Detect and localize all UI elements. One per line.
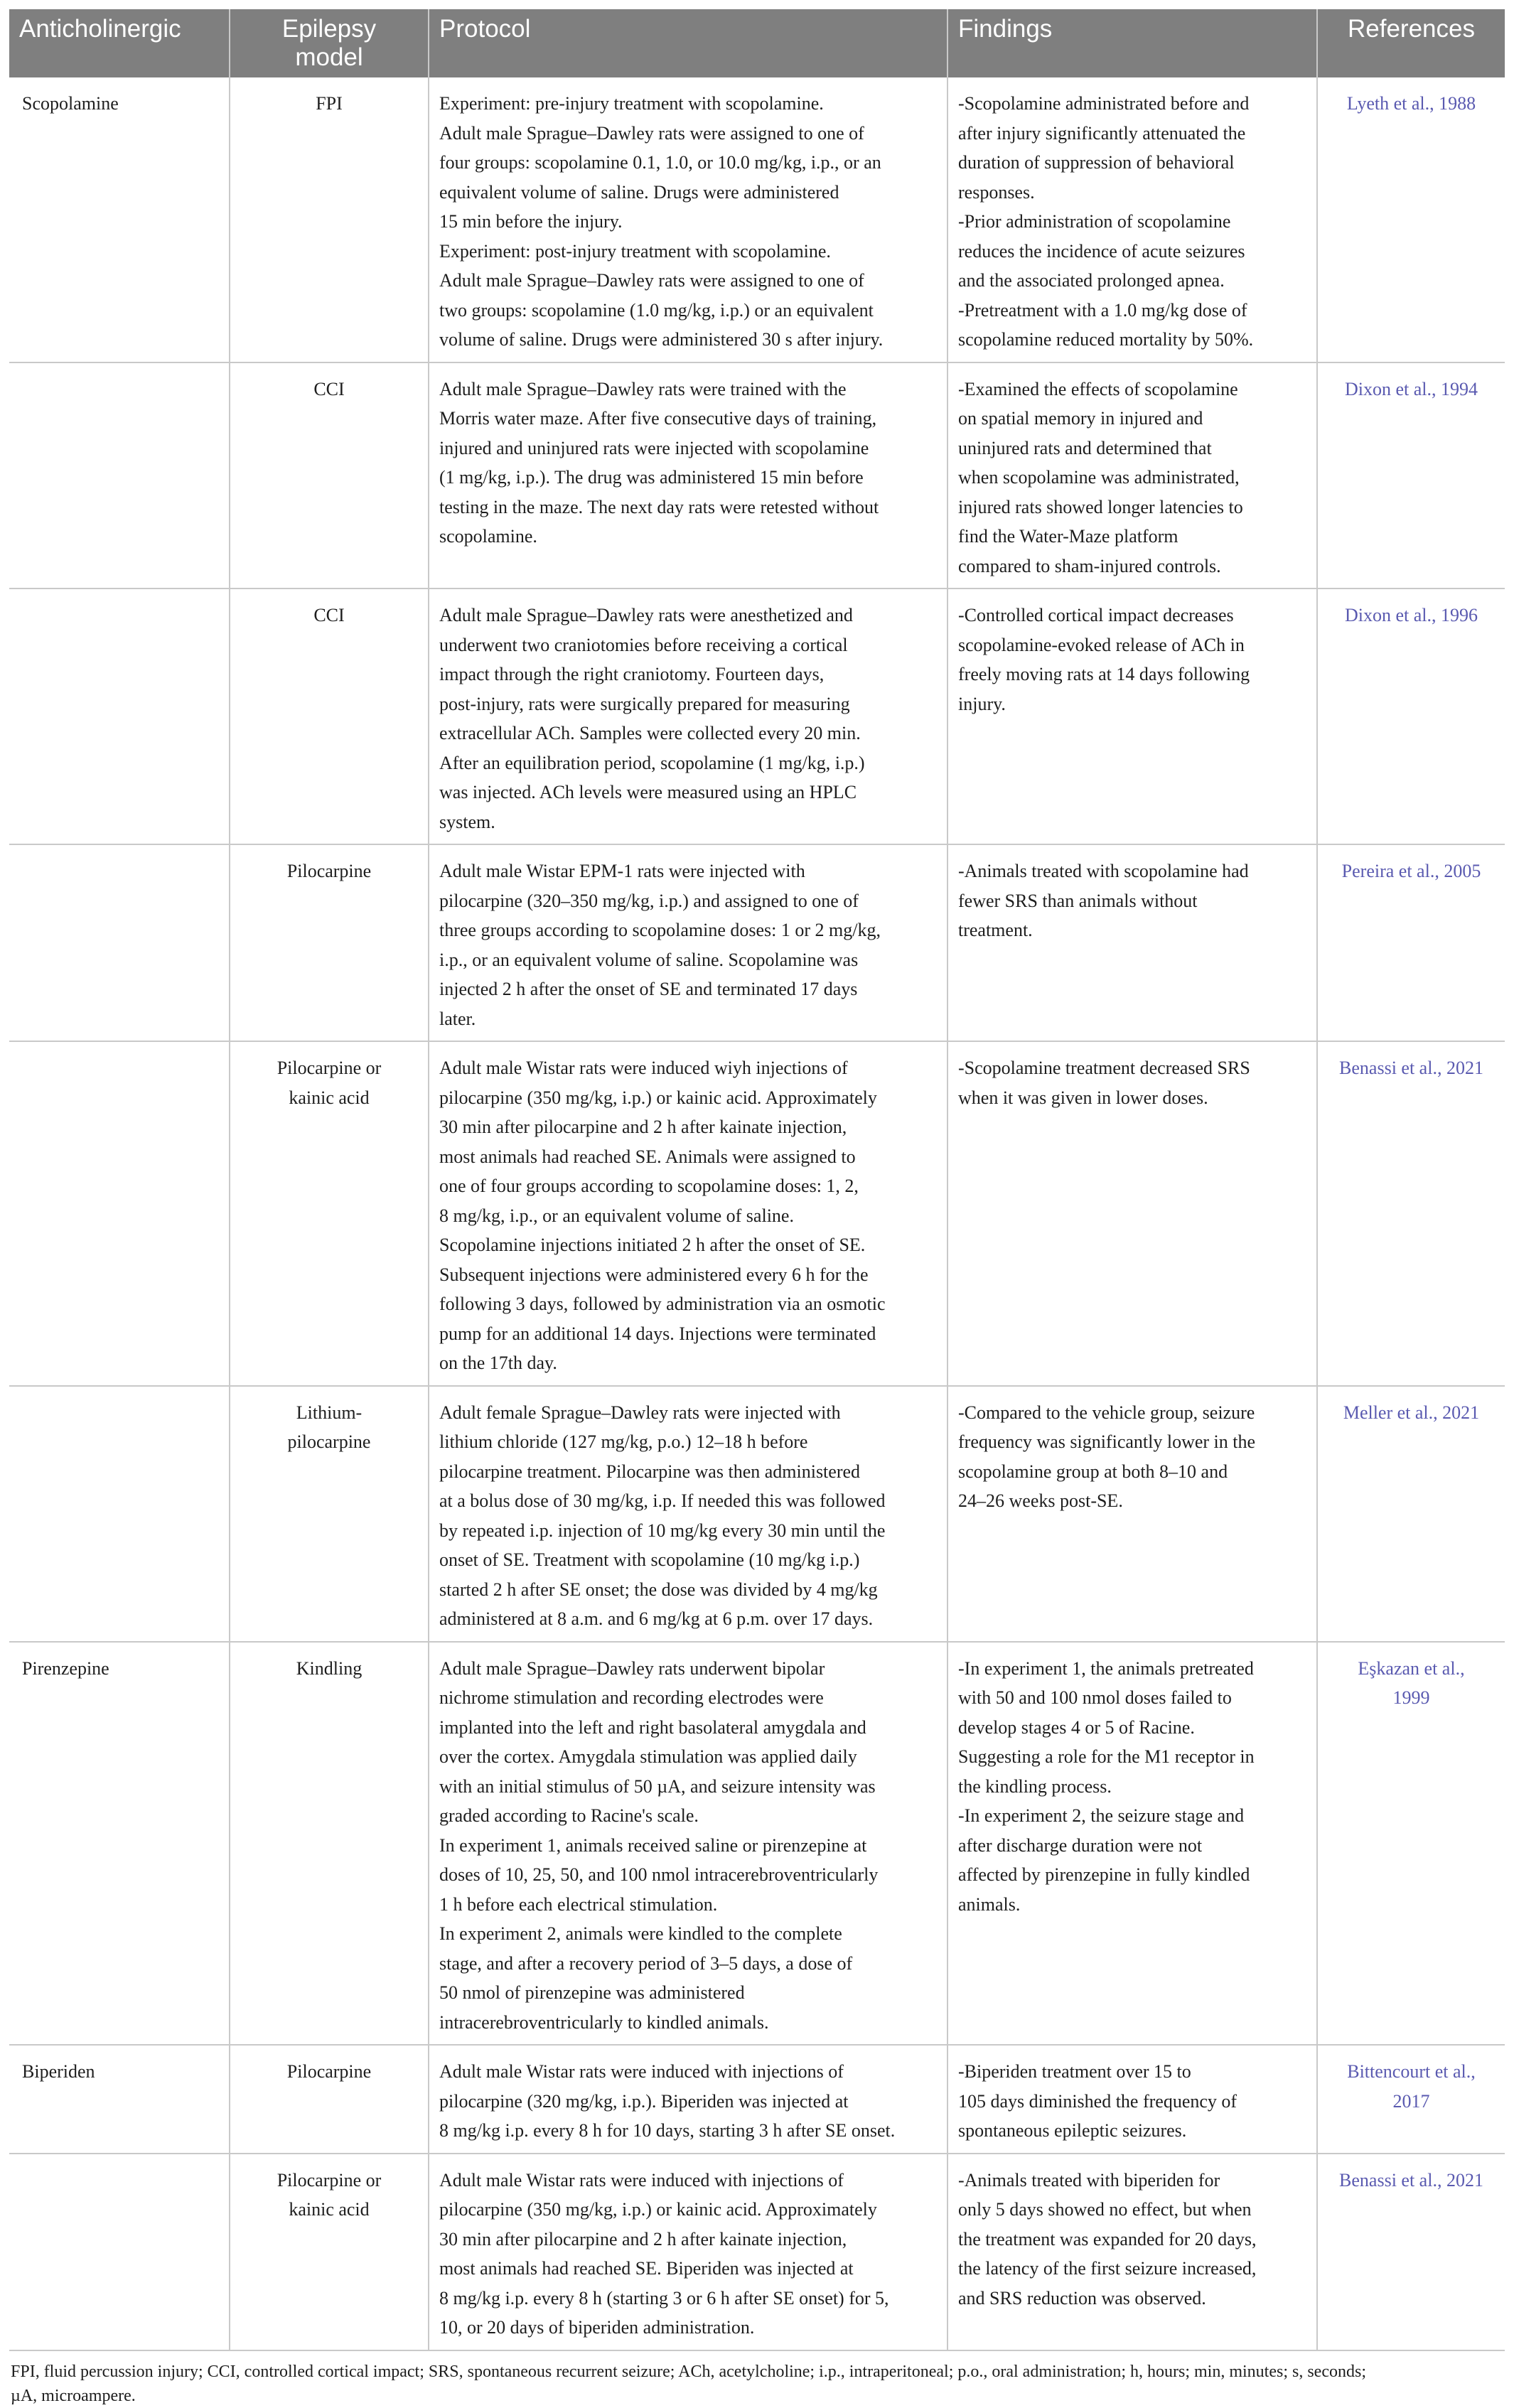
cell-findings-line: scopolamine-evoked release of ACh in xyxy=(958,634,1245,655)
cell-protocol-line: After an equilibration period, scopolamine (1 mg/kg, i.p.) xyxy=(439,752,865,773)
cell-protocol-line: 1 h before each electrical stimulation. xyxy=(439,1893,718,1915)
cell-findings-line: after discharge duration were not xyxy=(958,1834,1203,1856)
cell-epilepsy-model-line: Pilocarpine xyxy=(286,861,372,881)
cell-protocol-line: In experiment 2, animals were kindled to the complete xyxy=(439,1923,842,1944)
cell-findings xyxy=(947,2045,1317,2154)
table-row xyxy=(9,1386,1505,1642)
cell-protocol-line: scopolamine. xyxy=(439,526,537,547)
cell-epilepsy-model xyxy=(230,2045,429,2154)
cell-reference-link[interactable] xyxy=(1317,362,1505,589)
cell-epilepsy-model-line: Pilocarpine or xyxy=(277,1058,382,1078)
cell-reference-link[interactable] xyxy=(1317,844,1505,1041)
cell-findings-line: when scopolamine was administrated, xyxy=(958,467,1240,488)
cell-protocol-line: three groups according to scopolamine doses: 1 or 2 mg/kg, xyxy=(439,920,881,940)
cell-protocol-line: Adult male Wistar EPM-1 rats were injected with xyxy=(439,861,805,881)
cell-protocol-line: pilocarpine treatment. Pilocarpine was then administered xyxy=(439,1461,861,1482)
cell-protocol-line: pilocarpine (320–350 mg/kg, i.p.) and assigned to one of xyxy=(439,890,859,911)
cell-findings xyxy=(947,362,1317,589)
cell-findings-line: -In experiment 1, the animals pretreated xyxy=(958,1657,1254,1679)
cell-protocol-line: Adult male Sprague–Dawley rats were trained with the xyxy=(439,378,847,399)
cell-protocol-line: impact through the right craniotomy. Fourteen days, xyxy=(439,664,825,684)
cell-epilepsy-model xyxy=(230,1386,429,1642)
cell-protocol xyxy=(429,1386,947,1642)
cell-protocol xyxy=(429,2154,947,2350)
cell-findings-line: spontaneous epileptic seizures. xyxy=(958,2120,1187,2141)
cell-findings-line: fewer SRS than animals without xyxy=(958,890,1198,911)
cell-protocol-line: started 2 h after SE onset; the dose was divided by 4 mg/kg xyxy=(439,1579,878,1600)
cell-reference-link[interactable] xyxy=(1317,588,1505,844)
cell-findings xyxy=(947,844,1317,1041)
header-anticholinergic: Anticholinergic xyxy=(9,9,230,77)
cell-reference-link-line[interactable]: Dixon et al., 1996 xyxy=(1344,605,1478,625)
table-row xyxy=(9,362,1505,589)
cell-anticholinergic: Scopolamine xyxy=(22,93,119,114)
cell-anticholinergic: Pirenzepine xyxy=(22,1657,109,1679)
cell-protocol-line: graded according to Racine's scale. xyxy=(439,1805,699,1826)
cell-protocol-line: underwent two craniotomies before receiving a cortical xyxy=(439,634,848,655)
cell-reference-link-line[interactable]: 2017 xyxy=(1392,2090,1430,2112)
table-row xyxy=(9,2045,1505,2154)
cell-protocol xyxy=(429,1041,947,1386)
cell-epilepsy-model xyxy=(230,1041,429,1386)
cell-findings-line: -Compared to the vehicle group, seizure xyxy=(958,1402,1255,1423)
cell-findings-line: uninjured rats and determined that xyxy=(958,437,1212,458)
cell-findings-line: frequency was significantly lower in the xyxy=(958,1431,1256,1452)
cell-findings-line: freely moving rats at 14 days following xyxy=(958,664,1250,684)
cell-epilepsy-model xyxy=(230,362,429,589)
cell-epilepsy-model-line: kainic acid xyxy=(289,1087,370,1108)
header-model-line-1: Epilepsy xyxy=(281,15,377,43)
cell-protocol-line: 8 mg/kg i.p. every 8 h (starting 3 or 6 h after SE onset) for 5, xyxy=(439,2287,889,2308)
cell-protocol-line: 15 min before the injury. xyxy=(439,211,623,232)
cell-findings-line: animals. xyxy=(958,1893,1021,1915)
cell-anticholinergic xyxy=(9,844,230,1041)
table-row xyxy=(9,844,1505,1041)
cell-protocol-line: injected 2 h after the onset of SE and terminated 17 days xyxy=(439,979,858,999)
cell-protocol-line: Adult male Wistar rats were induced with injections of xyxy=(439,2169,844,2191)
cell-epilepsy-model xyxy=(230,588,429,844)
cell-anticholinergic xyxy=(9,1386,230,1642)
cell-findings-line: -Animals treated with scopolamine had xyxy=(958,861,1249,881)
cell-protocol-line: Adult male Sprague–Dawley rats underwent bipolar xyxy=(439,1657,825,1679)
cell-findings-line: after injury significantly attenuated the xyxy=(958,122,1246,144)
cell-findings-line: -Scopolamine treatment decreased SRS xyxy=(958,1058,1250,1078)
cell-protocol-line: with an initial stimulus of 50 µA, and seizure intensity was xyxy=(439,1775,876,1797)
cell-findings-line: -In experiment 2, the seizure stage and xyxy=(958,1805,1245,1826)
cell-findings-line: -Scopolamine administrated before and xyxy=(958,93,1250,114)
cell-reference-link[interactable] xyxy=(1317,1386,1505,1642)
cell-findings-line: when it was given in lower doses. xyxy=(958,1087,1208,1108)
cell-protocol-line: 30 min after pilocarpine and 2 h after kainate injection, xyxy=(439,2228,847,2250)
cell-findings-line: -Pretreatment with a 1.0 mg/kg dose of xyxy=(958,299,1247,321)
cell-findings-line: injury. xyxy=(958,693,1006,714)
cell-epilepsy-model xyxy=(230,844,429,1041)
header-row xyxy=(9,9,1505,77)
cell-findings-line: responses. xyxy=(958,181,1035,203)
cell-findings-line: the treatment was expanded for 20 days, xyxy=(958,2228,1257,2250)
cell-protocol-line: lithium chloride (127 mg/kg, p.o.) 12–18 h before xyxy=(439,1431,808,1452)
cell-epilepsy-model-line: pilocarpine xyxy=(287,1431,371,1452)
cell-reference-link[interactable] xyxy=(1317,2045,1505,2154)
header-findings: Findings xyxy=(947,9,1317,77)
cell-findings-line: compared to sham-injured controls. xyxy=(958,555,1221,576)
cell-protocol-line: most animals had reached SE. Biperiden was injected at xyxy=(439,2258,854,2279)
cell-anticholinergic xyxy=(9,2154,230,2350)
table-row xyxy=(9,1642,1505,2046)
cell-protocol-line: Adult male Sprague–Dawley rats were anesthetized and xyxy=(439,605,853,625)
cell-protocol-line: In experiment 1, animals received saline or pirenzepine at xyxy=(439,1834,867,1856)
cell-findings xyxy=(947,77,1317,362)
cell-protocol-line: pilocarpine (350 mg/kg, i.p.) or kainic acid. Approximately xyxy=(439,2199,877,2220)
cell-findings xyxy=(947,2154,1317,2350)
cell-protocol-line: Adult female Sprague–Dawley rats were injected with xyxy=(439,1402,841,1423)
cell-findings-line: only 5 days showed no effect, but when xyxy=(958,2199,1252,2220)
cell-findings-line: -Biperiden treatment over 15 to xyxy=(958,2061,1191,2082)
cell-protocol-line: volume of saline. Drugs were administered 30 s after injury. xyxy=(439,329,884,350)
cell-findings-line: -Controlled cortical impact decreases xyxy=(958,605,1234,625)
cell-epilepsy-model xyxy=(230,1642,429,2046)
cell-protocol xyxy=(429,2045,947,2154)
cell-protocol xyxy=(429,77,947,362)
cell-protocol-line: on the 17th day. xyxy=(439,1353,557,1373)
cell-protocol-line: Adult male Wistar rats were induced wiyh injections of xyxy=(439,1058,848,1078)
header-references: References xyxy=(1317,9,1505,77)
anticholinergic-table xyxy=(9,9,1505,2351)
cell-protocol xyxy=(429,588,947,844)
cell-protocol-line: Adult male Sprague–Dawley rats were assigned to one of xyxy=(439,122,864,144)
table-row xyxy=(9,588,1505,844)
cell-protocol-line: pilocarpine (350 mg/kg, i.p.) or kainic acid. Approximately xyxy=(439,1087,877,1108)
cell-reference-link[interactable] xyxy=(1317,77,1505,362)
cell-protocol-line: pump for an additional 14 days. Injections were terminated xyxy=(439,1323,876,1344)
header-epilepsy-model xyxy=(230,9,429,77)
cell-protocol-line: implanted into the left and right basolateral amygdala and xyxy=(439,1716,866,1738)
cell-reference-link[interactable] xyxy=(1317,1041,1505,1386)
cell-findings xyxy=(947,1642,1317,2046)
cell-anticholinergic xyxy=(9,588,230,844)
cell-protocol-line: by repeated i.p. injection of 10 mg/kg every 30 min until the xyxy=(439,1520,886,1541)
cell-protocol-line: 8 mg/kg i.p. every 8 h for 10 days, starting 3 h after SE onset. xyxy=(439,2120,896,2141)
cell-reference-link[interactable] xyxy=(1317,1642,1505,2046)
cell-reference-link-line[interactable]: Eşkazan et al., xyxy=(1358,1657,1465,1679)
cell-protocol-line: i.p., or an equivalent volume of saline. Scopolamine was xyxy=(439,949,859,970)
cell-reference-link-line[interactable]: Bittencourt et al., xyxy=(1347,2061,1476,2082)
cell-protocol-line: testing in the maze. The next day rats were retested without xyxy=(439,496,879,517)
cell-findings-line: on spatial memory in injured and xyxy=(958,408,1203,429)
cell-protocol-line: two groups: scopolamine (1.0 mg/kg, i.p.) or an equivalent xyxy=(439,299,874,321)
cell-protocol xyxy=(429,844,947,1041)
cell-protocol-line: pilocarpine (320 mg/kg, i.p.). Biperiden was injected at xyxy=(439,2090,849,2112)
cell-findings xyxy=(947,1041,1317,1386)
cell-protocol-line: doses of 10, 25, 50, and 100 nmol intracerebroventricularly xyxy=(439,1864,879,1885)
cell-protocol-line: equivalent volume of saline. Drugs were administered xyxy=(439,181,839,203)
cell-anticholinergic xyxy=(9,1041,230,1386)
footnote-line: µA, microampere. xyxy=(11,2386,136,2405)
cell-reference-link-line[interactable]: Lyeth et al., 1988 xyxy=(1346,93,1476,114)
cell-findings-line: injured rats showed longer latencies to xyxy=(958,496,1243,517)
cell-findings-line: and the associated prolonged apnea. xyxy=(958,270,1225,291)
cell-findings-line: with 50 and 100 nmol doses failed to xyxy=(958,1687,1232,1708)
cell-findings-line: affected by pirenzepine in fully kindled xyxy=(958,1864,1250,1885)
cell-protocol-line: Subsequent injections were administered every 6 h for the xyxy=(439,1264,869,1285)
cell-protocol-line: administered at 8 a.m. and 6 mg/kg at 6 p.m. over 17 days. xyxy=(439,1608,874,1629)
cell-reference-link[interactable] xyxy=(1317,2154,1505,2350)
cell-reference-link-line[interactable]: Pereira et al., 2005 xyxy=(1341,861,1481,881)
cell-protocol-line: 8 mg/kg, i.p., or an equivalent volume of saline. xyxy=(439,1205,794,1226)
cell-reference-link-line[interactable]: Benassi et al., 2021 xyxy=(1339,2169,1483,2191)
cell-protocol-line: Adult male Sprague–Dawley rats were assigned to one of xyxy=(439,270,864,291)
cell-epilepsy-model xyxy=(230,2154,429,2350)
cell-epilepsy-model-line: FPI xyxy=(316,93,343,114)
footnote-line: FPI, fluid percussion injury; CCI, controlled cortical impact; SRS, spontaneous recurrent seizure; ACh, acetylcholine; i.p., intraperitoneal; p.o., oral administration; h, hours; min, minutes; s, seconds; xyxy=(11,2362,1366,2381)
cell-epilepsy-model-line: Pilocarpine xyxy=(286,2061,372,2082)
cell-protocol-line: 30 min after pilocarpine and 2 h after kainate injection, xyxy=(439,1117,847,1137)
cell-protocol-line: system. xyxy=(439,811,495,832)
cell-epilepsy-model-line: CCI xyxy=(313,605,345,625)
cell-protocol-line: one of four groups according to scopolamine doses: 1, 2, xyxy=(439,1176,859,1196)
cell-protocol-line: Morris water maze. After five consecutive days of training, xyxy=(439,408,877,429)
cell-epilepsy-model-line: CCI xyxy=(313,378,345,399)
cell-protocol-line: onset of SE. Treatment with scopolamine (10 mg/kg i.p.) xyxy=(439,1549,860,1570)
cell-findings-line: 24–26 weeks post-SE. xyxy=(958,1490,1123,1511)
cell-findings xyxy=(947,1386,1317,1642)
table-row xyxy=(9,77,1505,362)
header-model-line-2: model xyxy=(295,43,363,71)
table-footnote xyxy=(9,2360,1506,2408)
table-row xyxy=(9,2154,1505,2350)
cell-protocol xyxy=(429,362,947,589)
cell-findings-line: develop stages 4 or 5 of Racine. xyxy=(958,1716,1195,1738)
cell-findings-line: treatment. xyxy=(958,920,1033,940)
cell-epilepsy-model-line: Lithium- xyxy=(296,1402,363,1423)
cell-anticholinergic: Biperiden xyxy=(22,2061,95,2082)
cell-findings-line: and SRS reduction was observed. xyxy=(958,2287,1206,2308)
cell-protocol-line: following 3 days, followed by administration via an osmotic xyxy=(439,1294,886,1314)
cell-protocol xyxy=(429,1642,947,2046)
cell-anticholinergic xyxy=(9,362,230,589)
cell-protocol-line: 10, or 20 days of biperiden administration. xyxy=(439,2317,755,2338)
cell-protocol-line: at a bolus dose of 30 mg/kg, i.p. If needed this was followed xyxy=(439,1490,886,1511)
cell-protocol-line: Scopolamine injections initiated 2 h after the onset of SE. xyxy=(439,1235,866,1255)
cell-protocol-line: (1 mg/kg, i.p.). The drug was administered 15 min before xyxy=(439,467,864,488)
cell-protocol-line: four groups: scopolamine 0.1, 1.0, or 10.0 mg/kg, i.p., or an xyxy=(439,152,881,173)
cell-epilepsy-model xyxy=(230,77,429,362)
cell-findings-line: the kindling process. xyxy=(958,1775,1112,1797)
cell-protocol-line: stage, and after a recovery period of 3–5 days, a dose of xyxy=(439,1952,853,1974)
cell-protocol-line: 50 nmol of pirenzepine was administered xyxy=(439,1982,745,2003)
cell-findings-line: duration of suppression of behavioral xyxy=(958,152,1235,173)
table-row xyxy=(9,1041,1505,1386)
cell-findings-line: -Animals treated with biperiden for xyxy=(958,2169,1220,2191)
cell-findings-line: reduces the incidence of acute seizures xyxy=(958,240,1245,262)
cell-protocol-line: Experiment: post-injury treatment with scopolamine. xyxy=(439,240,831,262)
cell-findings-line: find the Water-Maze platform xyxy=(958,526,1179,547)
cell-epilepsy-model-line: kainic acid xyxy=(289,2199,370,2220)
cell-protocol-line: intracerebroventricularly to kindled animals. xyxy=(439,2011,769,2033)
cell-findings-line: scopolamine group at both 8–10 and xyxy=(958,1461,1228,1482)
table-header xyxy=(9,9,1505,77)
cell-protocol-line: later. xyxy=(439,1008,476,1029)
cell-findings-line: Suggesting a role for the M1 receptor in xyxy=(958,1746,1255,1767)
table-page xyxy=(9,9,1505,2408)
cell-protocol-line: Adult male Wistar rats were induced with injections of xyxy=(439,2061,844,2082)
cell-protocol-line: over the cortex. Amygdala stimulation was applied daily xyxy=(439,1746,857,1767)
table-body xyxy=(9,77,1505,2350)
cell-epilepsy-model-line: Pilocarpine or xyxy=(277,2169,382,2191)
cell-protocol-line: injured and uninjured rats were injected with scopolamine xyxy=(439,437,869,458)
cell-findings-line: 105 days diminished the frequency of xyxy=(958,2090,1237,2112)
cell-findings-line: -Examined the effects of scopolamine xyxy=(958,378,1238,399)
cell-reference-link-line[interactable]: Benassi et al., 2021 xyxy=(1339,1058,1483,1078)
cell-reference-link-line[interactable]: 1999 xyxy=(1392,1687,1430,1708)
cell-findings-line: scopolamine reduced mortality by 50%. xyxy=(958,329,1254,350)
cell-protocol-line: was injected. ACh levels were measured using an HPLC xyxy=(439,782,857,802)
cell-protocol-line: Experiment: pre-injury treatment with scopolamine. xyxy=(439,93,824,114)
cell-protocol-line: nichrome stimulation and recording electrodes were xyxy=(439,1687,824,1708)
cell-reference-link-line[interactable]: Meller et al., 2021 xyxy=(1343,1402,1480,1423)
cell-epilepsy-model-line: Kindling xyxy=(296,1657,363,1679)
cell-findings-line: -Prior administration of scopolamine xyxy=(958,211,1231,232)
header-protocol: Protocol xyxy=(429,9,947,77)
cell-reference-link-line[interactable]: Dixon et al., 1994 xyxy=(1344,378,1478,399)
cell-findings-line: the latency of the first seizure increased, xyxy=(958,2258,1257,2279)
cell-findings xyxy=(947,588,1317,844)
cell-protocol-line: post-injury, rats were surgically prepared for measuring xyxy=(439,693,850,714)
cell-protocol-line: extracellular ACh. Samples were collected every 20 min. xyxy=(439,723,861,743)
cell-protocol-line: most animals had reached SE. Animals were assigned to xyxy=(439,1146,856,1167)
